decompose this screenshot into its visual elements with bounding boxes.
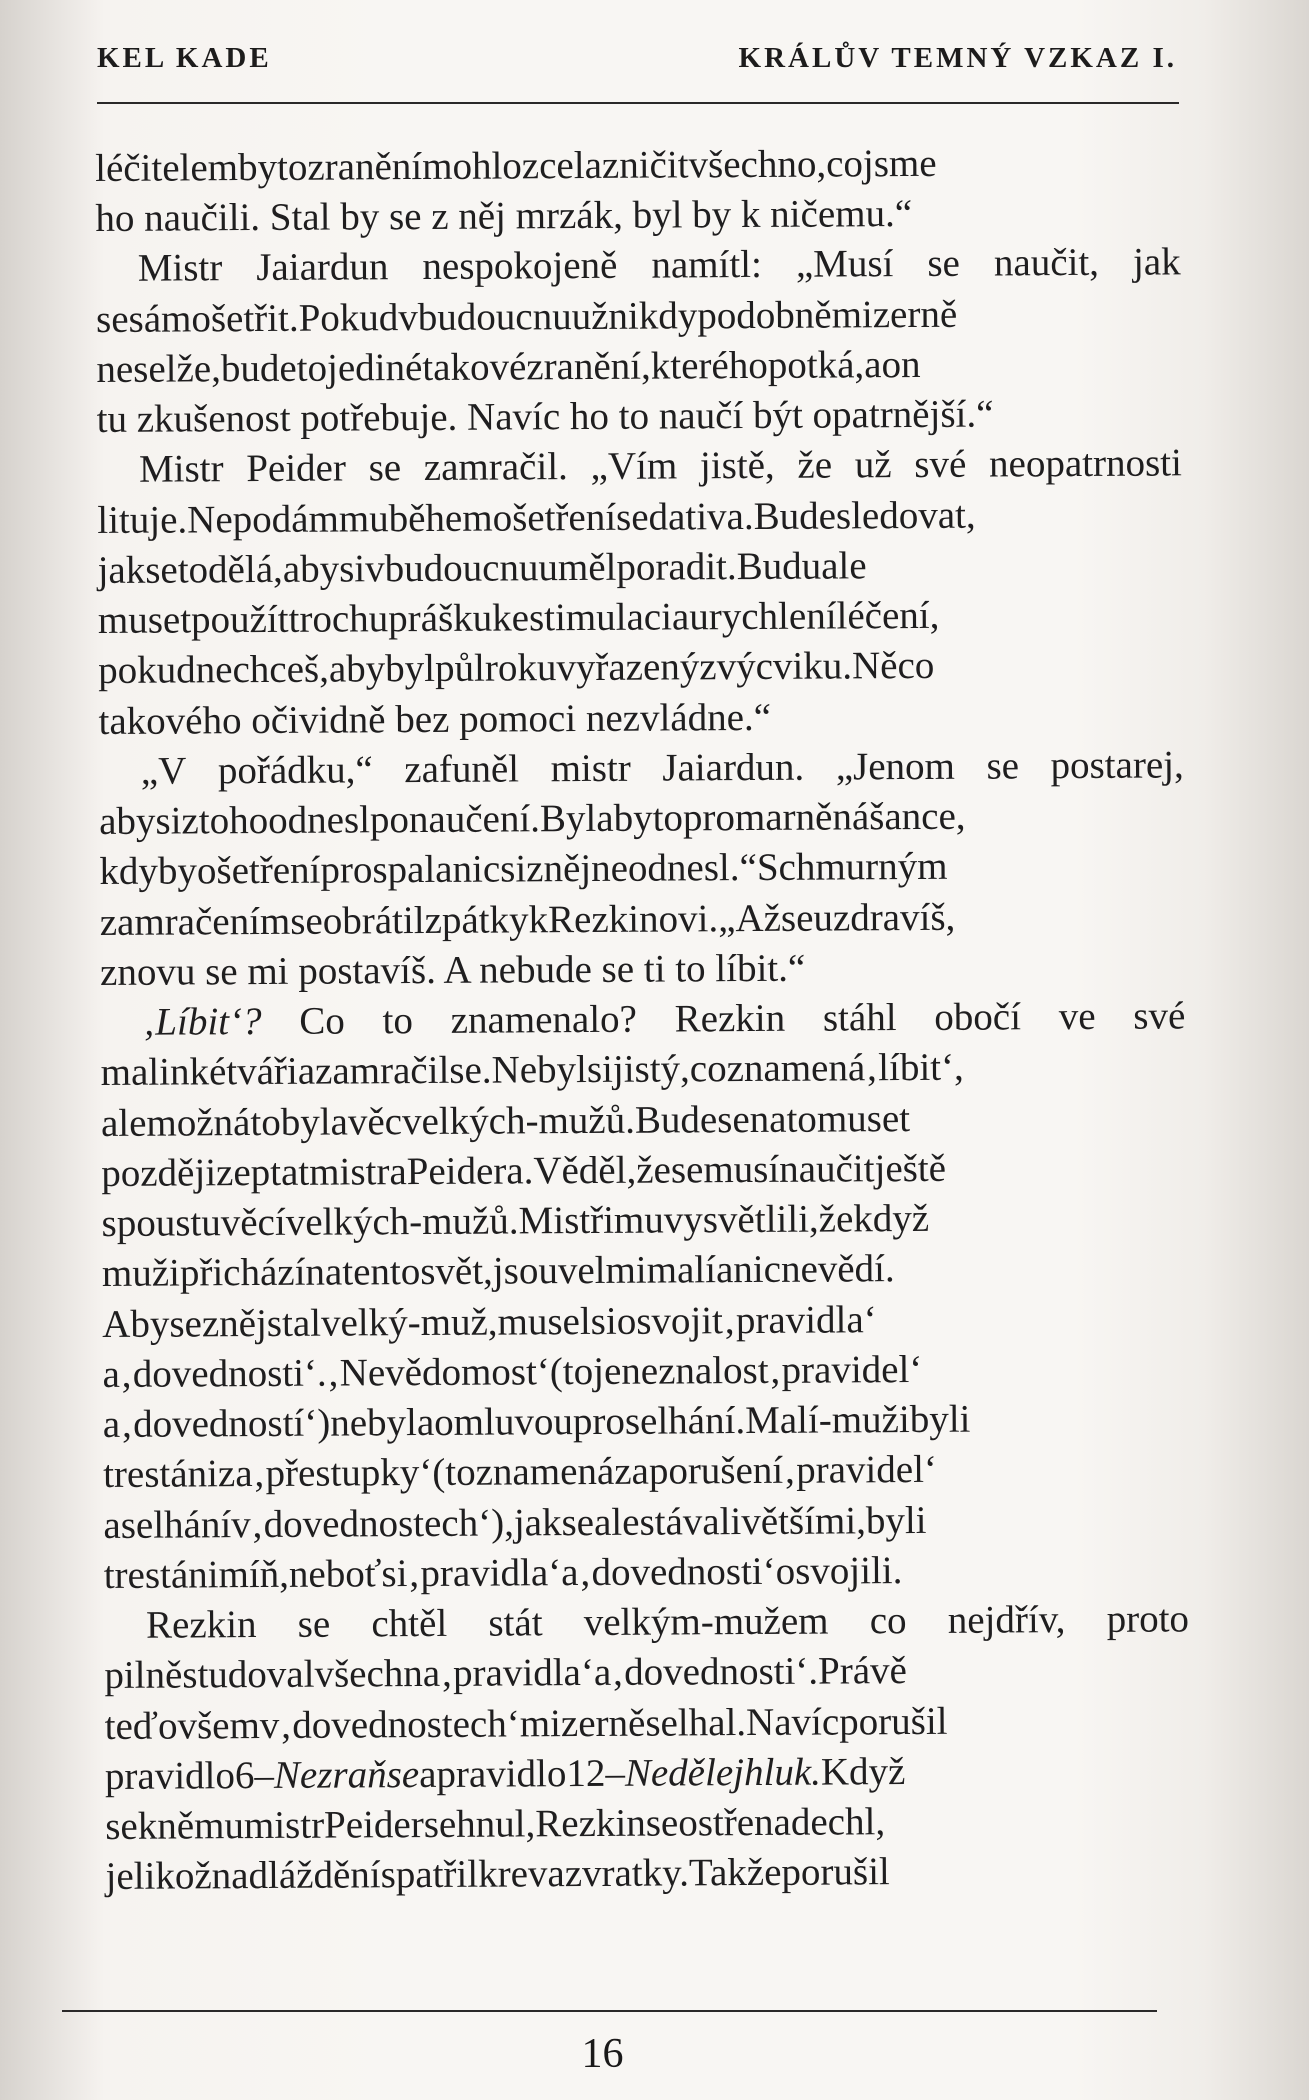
- footer-rule: [62, 2010, 1157, 2012]
- header-rule: [97, 102, 1179, 104]
- text-line: jelikož na dláždění spatřil krev a zvratky. Takže porušil: [105, 1850, 890, 1898]
- text-line: neselže, bude to jediné takové zranění, které ho potká, a on: [96, 342, 921, 391]
- text-line: Aby se z něj stal velký-muž, musel si osvojit ‚pravidla‘: [102, 1298, 877, 1346]
- text-line: spoustu věcí velkých-mužů. Mistři mu vysvětlili, že když: [101, 1196, 930, 1245]
- text-line: zamračením se obrátil zpátky k Rezkinovi. „Až se uzdravíš,: [99, 895, 956, 944]
- body-text: [95, 136, 1191, 1943]
- text-line: ho naučili. Stal by se z něj mrzák, byl by k ničemu.“: [95, 192, 913, 240]
- text-line: muset použít trochu prášku ke stimulaci a urychlení léčení,: [97, 593, 940, 642]
- text-line: aby si z toho odnesl ponaučení. Byla by to promarněná šance,: [99, 794, 966, 843]
- running-header: [97, 42, 1177, 82]
- header-author: KEL KADE: [97, 42, 272, 74]
- text-line: trestáni míň, neboť si ‚pravidla‘ a ‚dovednosti‘ osvojili.: [103, 1549, 903, 1597]
- text-line: malinké tváři a zamračil se. Nebyl si jistý, co znamená ‚líbit‘,: [100, 1045, 964, 1094]
- text-line: léčitelem by to zranění mohlo zcela zničit všechno, co jsme: [95, 141, 937, 190]
- text-line: pilně studoval všechna ‚pravidla‘ a ‚dovednosti‘. Právě: [104, 1649, 908, 1697]
- page-number: 16: [581, 2031, 624, 2077]
- text-line: a ‚dovednosti‘. ‚Nevědomost‘ (to je neznalost ‚pravidel‘: [102, 1347, 923, 1396]
- text-line: Mistr Jaiardun nespokojeně namítl: „Musí se naučit, jak: [137, 240, 1181, 290]
- text-line: lituje. Nepodám mu během ošetření sedativa. Bude sledovat,: [97, 493, 976, 542]
- text-line: jak se to dělá, aby si v budoucnu uměl poradit. Budu ale: [97, 544, 867, 592]
- text-line: pravidlo 6 – Nezraň se a pravidlo 12 – Nedělej hluk. Když: [104, 1750, 906, 1798]
- text-line: ‚Líbit‘? Co to znamenalo? Rezkin stáhl obočí ve své: [142, 994, 1186, 1044]
- text-line: takového očividně bez pomoci nezvládne.“: [98, 695, 772, 743]
- text-line: později zeptat mistra Peidera. Věděl, že se musí naučit ještě: [101, 1146, 947, 1195]
- text-line: a ‚dovedností‘) nebyla omluvou pro selhání. Malí-muži byli: [102, 1397, 971, 1446]
- text-line: trestáni za ‚přestupky‘ (to znamená za porušení ‚pravidel‘: [103, 1447, 938, 1496]
- text-line: tu zkušenost potřebuje. Navíc ho to naučí být opatrnější.“: [96, 392, 994, 441]
- text-line: znovu se mi postavíš. A nebude se ti to líbit.“: [99, 946, 806, 994]
- text-line: kdyby ošetření prospal a nic si z něj neodnesl.“ S chmurným: [99, 844, 948, 893]
- text-line: se k němu mistr Peider sehnul, Rezkin se ostře nadechl,: [105, 1800, 886, 1848]
- text-line: a selhání v ‚dovednostech‘), jak se ale stávali většími, byli: [103, 1498, 927, 1547]
- text-line: Mistr Peider se zamračil. „Vím jistě, že už své neopatrnosti: [138, 441, 1182, 491]
- text-line: pokud nechceš, aby byl půl roku vyřazený z výcviku. Něco: [98, 643, 935, 692]
- header-title: KRÁLŮV TEMNÝ VZKAZ I.: [738, 42, 1177, 74]
- text-line: se sám ošetřit. Pokud v budoucnu už nikdy podobně mizerně: [95, 292, 958, 341]
- text-line: muži přichází na tento svět, jsou velmi malí a nic nevědí.: [101, 1247, 895, 1295]
- text-line: teď ovšem v ‚dovednostech‘ mizerně selhal. Navíc porušil: [104, 1699, 948, 1748]
- text-line: „V pořádku,“ zafuněl mistr Jaiardun. „Jenom se postarej,: [140, 743, 1184, 793]
- text-line: ale možná to byla věc velkých-mužů. Bude se na to muset: [100, 1097, 911, 1145]
- text-line: Rezkin se chtěl stát velkým-mužem co nejdřív, proto: [145, 1597, 1190, 1647]
